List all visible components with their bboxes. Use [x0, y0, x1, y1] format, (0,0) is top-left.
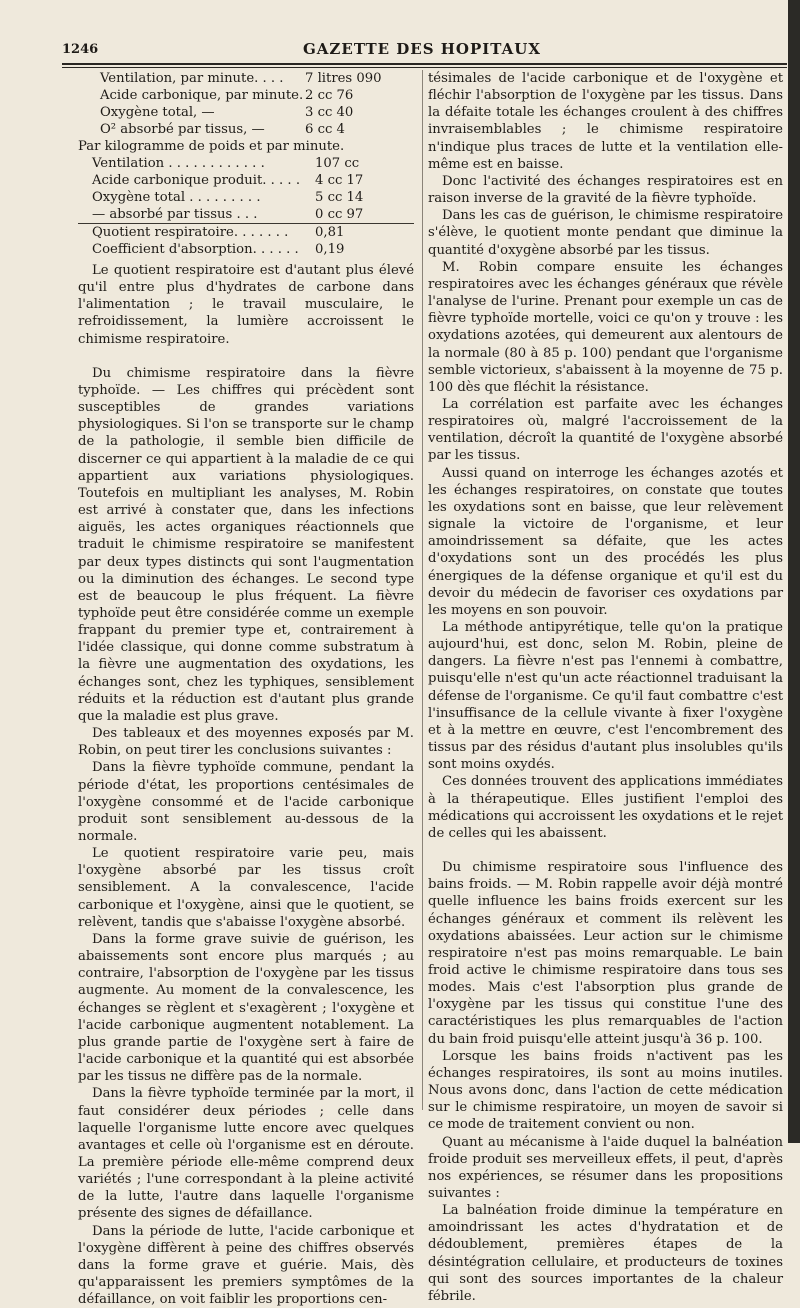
table-row: [78, 155, 414, 172]
table-label: Ventilation, par minute. . . .: [100, 71, 284, 86]
paragraph: M. Robin compare ensuite les échanges respiratoires avec les échanges généraux que révèle l'analyse de l'urine. Prenant pour exemple un cas de fièvre typhoïde mortelle, voici ce qu'on y trouve : les oxydations azotées, qui demeurent aux alentours de la normale (80 à 85 p. 100) pendant que l'organisme semble victorieux, s'abaissent à la moyenne de 75 p. 100 dès que fléchit la résistance.: [428, 259, 783, 395]
header-rule-thick: [62, 63, 787, 65]
paragraph: tésimales de l'acide carbonique et de l'oxygène et fléchir l'absorption de l'oxygène par les tissus. Dans la défaite totale les échanges croulent à des chiffres invraisemblables ; le chimisme respiratoire n'indique plus traces de lutte et la ventilation elle-même est en baisse.: [428, 71, 783, 172]
paragraph: La méthode antipyrétique, telle qu'on la pratique aujourd'hui, est donc, selon M. Robin, pleine de dangers. La fièvre n'est pas l'ennemi à combattre, puisqu'elle n'est qu'un acte réactionnel traduisant la défense de l'organisme. Ce qu'il faut combattre c'est l'insuffisance de la cellule vivante à fixer l'oxygène et à la mettre en œuvre, c'est l'encombrement des tissus par des résidus d'autant plus insolubles qu'ils sont moins oxydés.: [428, 620, 783, 773]
table-row: [78, 121, 414, 138]
column-divider: [422, 70, 423, 1110]
table-label: — absorbé par tissus . . .: [92, 207, 258, 222]
table-value: 0 cc 97: [315, 207, 364, 222]
page-edge-shadow: [788, 0, 800, 1143]
table-value: 107 cc: [315, 156, 360, 171]
paragraph: Lorsque les bains froids n'activent pas les échanges respiratoires, ils sont au moins inutiles. Nous avons donc, dans l'action de cette médication sur le chimisme respiratoire, un moyen de savoir si ce mode de traitement convient ou non.: [428, 1048, 783, 1133]
table-row: [78, 104, 414, 121]
paragraph: La corrélation est parfaite avec les échanges respiratoires où, malgré l'accroissement de la ventilation, décroît la quantité de l'oxygène absorbé par les tissus.: [428, 396, 783, 464]
table-row: [78, 241, 414, 258]
header-rule-thin: [62, 67, 787, 68]
paragraph: Le quotient respiratoire est d'autant plus élevé qu'il entre plus d'hydrates de carbone dans l'alimentation ; le travail musculaire, le refroidissement, la lumière accroissent le chimisme respiratoire.: [78, 263, 414, 347]
table-value: 7 litres 090: [305, 71, 382, 86]
paragraph: Dans la forme grave suivie de guérison, les abaissements sont encore plus marqués ; au contraire, l'absorption de l'oxygène par les tissus augmente. Au moment de la convalescence, les échanges se règlent et s'exagèrent ; l'oxygène et l'acide carbonique augmentent notablement. La plus grande partie de l'oxygène sert à faire de l'acide carbonique et la quantité qui est absorbée par les tissus ne diffère pas de la normale.: [78, 931, 414, 1085]
paragraph: Dans la période de lutte, l'acide carbonique et l'oxygène diffèrent à peine des chiffres observés dans la forme grave et guérie. Mais, dès qu'apparaissent les premiers symptômes de la défaillance, on voit faiblir les proportions cen-: [78, 1223, 414, 1308]
paragraph: Dans la fièvre typhoïde commune, pendant la période d'état, les proportions centésimales de l'oxygène consommé et de l'acide carbonique produit sont sensiblement au-dessous de la normale.: [78, 760, 414, 844]
paragraph: Le quotient respiratoire varie peu, mais l'oxygène absorbé par les tissus croît sensiblement. A la convalescence, l'acide carbonique et l'oxygène, ainsi que le quotient, se relèvent, tandis que s'abaisse l'oxygène absorbé.: [78, 846, 414, 930]
table-value: 0,81: [315, 225, 345, 240]
page-number: 1246: [62, 42, 99, 57]
section-paragraph: Du chimisme respiratoire sous l'influence des bains froids. — M. Robin rappelle avoir déjà montré quelle influence les bains froids exercent sur les échanges généraux et comment ils relèvent les oxydations abaissées. Leur action sur le chimisme respiratoire n'est pas moins remarquable. Le bain froid active le chimisme respiratoire dans tous ses modes. Mais c'est l'absorption plus grande de l'oxygène par les tissus qui constitue l'une des caractéristiques les plus remarquables de l'action du bain froid puisqu'elle atteint jusqu'à 36 p. 100.: [428, 860, 783, 1047]
paragraph: Dans la fièvre typhoïde terminée par la mort, il faut considérer deux périodes ; celle dans laquelle l'organisme lutte encore avec quelques avantages et celle où l'organisme est en déroute. La première période elle-même comprend deux variétés ; l'une correspondant à la pleine activité de la lutte, l'autre dans laquelle l'organisme présente des signes de défaillance.: [78, 1086, 414, 1222]
left-column: [78, 70, 414, 1308]
table-value: 2 cc 76: [305, 88, 354, 103]
page-header: [62, 40, 782, 62]
table-row: [78, 206, 414, 224]
table-value: 6 cc 4: [305, 122, 345, 137]
section-paragraph: Du chimisme respiratoire dans la fièvre typhoïde. — Les chiffres qui précèdent sont susceptibles de grandes variations physiologiques. Si l'on se transporte sur le champ de la pathologie, il semble bien difficile de discerner ce qui appartient à la maladie de ce qui appartient aux variations physiologiques. Toutefois en multipliant les analyses, M. Robin est arrivé à constater que, dans les infections aiguës, les actes organiques réactionnels que traduit le chimisme respiratoire se manifestent par deux types distincts qui sont l'augmentation ou la diminution des échanges. Le second type est de beaucoup le plus fréquent. La fièvre typhoïde peut être considérée comme un exemple frappant du premier type et, contrairement à l'idée classique, qui donne comme substratum à la fièvre une augmentation des oxydations, les échanges sont, chez les typhiques, sensiblement réduits et la réduction est d'autant plus grande que la maladie est plus grave.: [78, 365, 414, 724]
table-label: Oxygène total, —: [100, 105, 215, 120]
table-value: 4 cc 17: [315, 173, 364, 188]
paragraph: Ces données trouvent des applications immédiates à la thérapeutique. Elles justifient l'emploi des médications qui accroissent les oxydations et le rejet de celles qui les abaissent.: [428, 774, 783, 841]
table-label: Oxygène total . . . . . . . . .: [92, 190, 261, 205]
paragraph: Quant au mécanisme à l'aide duquel la balnéation froide produit ses merveilleux effets, il peut, d'après nos expériences, se résumer dans les propositions suivantes :: [428, 1134, 783, 1201]
table-label: Acide carbonique produit. . . . .: [92, 173, 301, 188]
table-value: 5 cc 14: [315, 190, 364, 205]
table-value: 3 cc 40: [305, 105, 354, 120]
paragraph: Dans les cas de guérison, le chimisme respiratoire s'élève, le quotient monte pendant que diminue la quantité d'oxygène absorbé par les tissus.: [428, 208, 783, 258]
paragraph: Aussi quand on interroge les échanges azotés et les échanges respiratoires, on constate que toutes les oxydations sont en baisse, que leur relèvement signale la victoire de l'organisme, et leur amoindrissement sa défaite, que les actes d'oxydations sont un des procédés les plus énergiques de la défense organique et qu'il est du devoir du médecin de favoriser ces oxydations par les moyens en son pouvoir.: [428, 465, 783, 618]
table-row: [78, 224, 414, 241]
right-column: [428, 70, 783, 1305]
paragraph: Des tableaux et des moyennes exposés par M. Robin, on peut tirer les conclusions suivantes :: [78, 726, 414, 759]
table-label: Ventilation . . . . . . . . . . . .: [92, 156, 265, 171]
table-label: Coefficient d'absorption. . . . . .: [92, 242, 299, 257]
paragraph: La balnéation froide diminue la température en amoindrissant les actes d'hydratation et de dédoublement, premières étapes de la désintégration cellulaire, et producteurs de toxines qui sont des sources importantes de la chaleur fébrile.: [428, 1203, 783, 1304]
running-title: GAZETTE DES HOPITAUX: [302, 40, 541, 58]
table-row: [78, 189, 414, 206]
table-value: 0,19: [315, 242, 345, 257]
table-row: [78, 70, 414, 87]
paragraph: Donc l'activité des échanges respiratoires est en raison inverse de la gravité de la fièvre typhoïde.: [428, 173, 783, 207]
table-row: [78, 87, 414, 104]
table-label: Acide carbonique, par minute.: [100, 88, 304, 103]
table-label: Quotient respiratoire. . . . . . .: [92, 225, 289, 240]
table-heading: Par kilogramme de poids et par minute.: [78, 139, 345, 154]
table-label: O² absorbé par tissus, —: [100, 122, 265, 137]
table-row: [78, 172, 414, 189]
